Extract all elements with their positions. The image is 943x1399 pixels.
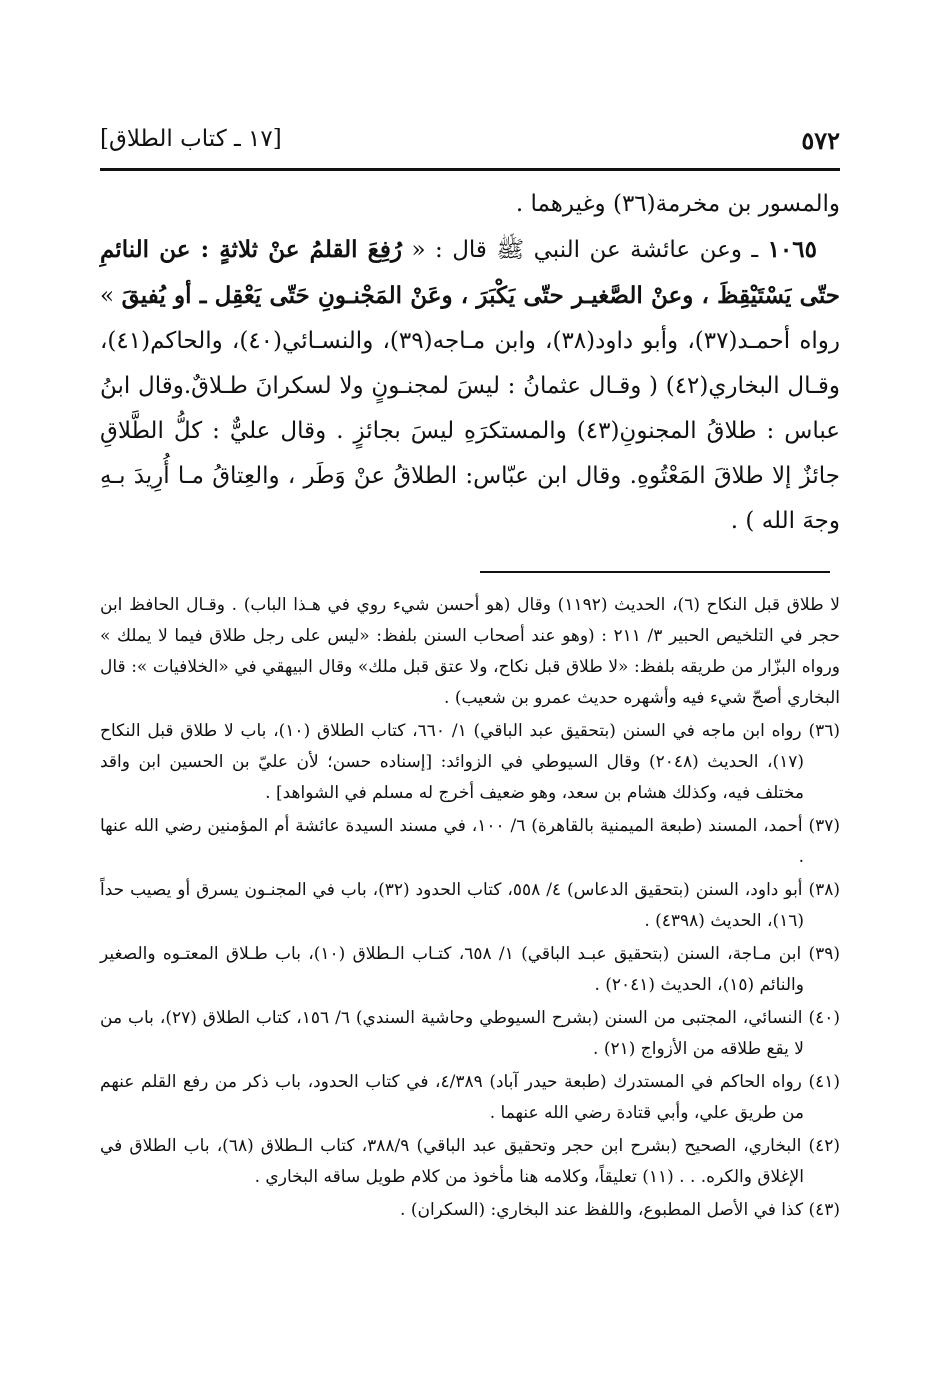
footnote-37: (٣٧) أحمد، المسند (طبعة الميمنية بالقاهرة) ٦/ ١٠٠، في مسند السيدة عائشة أم المؤمنين رضي الله عنها . [100, 816, 840, 867]
hadith-number: ١٠٦٥ [767, 236, 817, 263]
footnote-40: (٤٠) النسائي، المجتبى من السنن (بشرح السيوطي وحاشية السندي) ٦/ ١٥٦، كتاب الطلاق (٢٧)، باب من لا يقع طلاقه من الأزواج (٢١) . [100, 1008, 840, 1059]
footnote-42: (٤٢) البخاري، الصحيح (بشرح ابن حجر وتحقيق عبد الباقي) ٣٨٨/٩، كتاب الـطلاق (٦٨)، باب الطلاق في الإغلاق والكره. . . (١١) تعليقاً، وكلامه هنا مأخوذ من كلام طويل ساقه البخاري . [100, 1136, 840, 1187]
footnote-36: (٣٦) رواه ابن ماجه في السنن (بتحقيق عبد الباقي) ١/ ٦٦٠، كتاب الطلاق (١٠)، باب لا طلاق قبل النكاح (١٧)، الحديث (٢٠٤٨) وقال السيوطي في الزوائد: [إسناده حسن؛ لأن عليّ بن الحسين ابن واقد مختلف فيه، وكذلك هشام بن سعد، وهو ضعيف أخرج له مسلم في الشواهد] . [100, 721, 840, 803]
hadith-commentary: » رواه أحمـد(٣٧)، وأبو داود(٣٨)، وابن مـاجه(٣٩)، والنسـائي(٤٠)، والحاكم(٤١)، وقـال البخاري(٤٢) ( وقـال عثمانُ : ليسَ لمجنـونٍ ولا لسكرانَ طـلاقٌ.وقال ابنُ عباس : طلاقُ المجنونِ(٤٣) والمستكرَهِ ليسَ بجائزٍ . وقال عليٌّ : كلُّ الطَّلاقِ جائزٌ إلا طلاقَ المَعْتُوهِ. وقال ابن عبّاس: الطلاقُ عنْ وَطَر ، والعِتاقُ مـا أُرِيدَ بـهِ وجهَ الله ) . [100, 283, 841, 534]
footnote-rule [480, 571, 830, 573]
hadith-text: رُفِعَ القلمُ عنْ ثلاثةٍ : عن النائمِ حتّى يَسْتَيْقِظَ ، وعنْ الصَّغيـر حتّى يَكْبَرَ ، وعَنْ المَجْنـونِ حَتّى يَعْقِل ـ أو يُفيقَ [100, 236, 841, 309]
paragraph-continuation: والمسور بن مخرمة(٣٦) وغيرهما . [515, 191, 840, 217]
footnote-41: (٤١) رواه الحاكم في المستدرك (طبعة حيدر آباد) ٤/٣٨٩، في كتاب الحدود، باب ذكر من رفع القلم عنهم من طريق علي، وأبي قتادة رضي الله عنهما . [100, 1072, 840, 1123]
page-number: ٥٧٢ [801, 126, 840, 155]
main-text [100, 182, 840, 544]
footnote-38: (٣٨) أبو داود، السنن (بتحقيق الدعاس) ٤/ ٥٥٨، كتاب الحدود (٣٢)، باب في المجنـون يسرق أو يصيب حداً (١٦)، الحديث (٤٣٩٨) . [100, 880, 840, 931]
footnote-continuation: لا طلاق قبل النكاح (٦)، الحديث (١١٩٢) وقال (هو أحسن شيء روي في هـذا الباب) . وقـال الحافظ ابن حجر في التلخيص الحبير ٣/ ٢١١ : (وهو عند أصحاب السنن بلفظ: «ليس على رجل طلاق فيما لا يملك » ورواه البزّار من طريقه بلفظ: «لا طلاق قبل نكاح، ولا عتق قبل ملك» وقال البيهقي في «الخلافيات »: قال البخاري أصحّ شيء فيه وأشهره حديث عمرو بن شعيب) . [100, 595, 840, 708]
footnote-43: (٤٣) كذا في الأصل المطبوع، واللفظ عند البخاري: (السكران) . [400, 1200, 840, 1220]
header-rule [100, 168, 840, 171]
footnote-39: (٣٩) ابن مـاجة، السنن (بتحقيق عبـد الباقي) ١/ ٦٥٨، كتـاب الـطلاق (١٠)، باب طـلاق المعتـوه والصغير والنائم (١٥)، الحديث (٢٠٤١) . [100, 944, 840, 995]
hadith-paragraph [100, 227, 840, 544]
hadith-intro: ـ وعن عائشة عن النبي ﷺ قال : « [402, 237, 768, 263]
running-title: [١٧ ـ كتاب الطلاق] [100, 126, 282, 152]
footnotes [100, 590, 840, 1228]
page-header [100, 120, 840, 160]
